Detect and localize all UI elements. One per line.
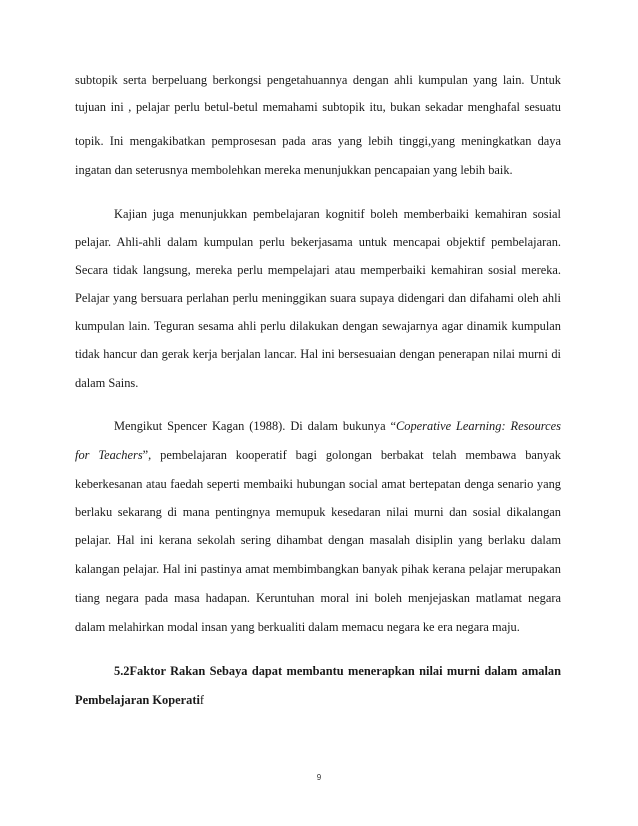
paragraph-2-line-2: pelajar. Ahli-ahli dalam kumpulan perlu bekerjasama untuk mencapai objektif pembelajaran. [75, 235, 561, 249]
page-number: 9 [316, 773, 322, 782]
paragraph-2-line-5: kumpulan lain. Teguran sesama ahli perlu dilakukan dengan sewajarnya agar dinamik kumpulan [75, 319, 561, 333]
paragraph-1-line-3: topik. Ini mengakibatkan pemprosesan pada aras yang lebih tinggi,yang meningkatkan daya [75, 134, 561, 148]
paragraph-1-line-1: subtopik serta berpeluang berkongsi pengetahuannya dengan ahli kumpulan yang lain. Untuk [75, 73, 561, 87]
section-heading-line-2 [75, 692, 561, 708]
paragraph-1-line-4: ingatan dan seterusnya membolehkan mereka menunjukkan pencapaian yang lebih baik. [75, 163, 513, 177]
paragraph-2-line-4: Pelajar yang bersuara perlahan perlu meninggikan suara supaya didengari dan difahami oleh ahli [75, 291, 561, 305]
section-heading-bold-text: Pembelajaran Koperati [75, 693, 200, 707]
paragraph-2-line-6: tidak hancur dan gerak kerja berjalan lancar. Hal ini bersesuaian dengan penerapan nilai murni di [75, 347, 561, 361]
book-title-part-2: for Teachers [75, 448, 143, 462]
book-title-part-1: Coperative Learning: Resources [396, 419, 561, 433]
paragraph-3-line-6: kalangan pelajar. Hal ini pastinya amat membimbangkan banyak pihak kerana pelajar merupakan [75, 562, 561, 576]
paragraph-3-line-4: berlaku sekarang di mana pentingnya memupuk kesedaran nilai murni dan sosial dikalangan [75, 505, 561, 519]
paragraph-3-line-1 [114, 418, 561, 434]
paragraph-2-line-3: Secara tidak langsung, mereka perlu mempelajari atau memperbaiki kemahiran sosial mereka. [75, 263, 561, 277]
paragraph-3-line-3: keberkesanan atau faedah seperti membaiki hubungan social amat bertepatan denga senario yang [75, 477, 561, 491]
paragraph-3-line-7: tiang negara pada masa hadapan. Keruntuhan moral ini boleh menjejaskan matlamat negara [75, 591, 561, 605]
paragraph-3-line-5: pelajar. Hal ini kerana sekolah sering dihambat dengan masalah disiplin yang berlaku dalam [75, 533, 561, 547]
paragraph-1-line-2: tujuan ini , pelajar perlu betul-betul memahami subtopik itu, bukan sekadar menghafal sesuatu [75, 100, 561, 114]
paragraph-3-line-8: dalam melahirkan modal insan yang berkualiti dalam memacu negara ke era negara maju. [75, 620, 520, 634]
paragraph-3-line-2-text: ”, pembelajaran kooperatif bagi golongan berbakat telah membawa banyak [142, 448, 561, 462]
section-heading-line-1: 5.2Faktor Rakan Sebaya dapat membantu menerapkan nilai murni dalam amalan [114, 664, 561, 678]
section-heading-trailing-letter: f [199, 693, 205, 707]
paragraph-2-line-7: dalam Sains. [75, 376, 139, 390]
paragraph-2-line-1: Kajian juga menunjukkan pembelajaran kognitif boleh memberbaiki kemahiran sosial [114, 207, 561, 221]
paragraph-3-line-1-text: Mengikut Spencer Kagan (1988). Di dalam bukunya “ [114, 419, 397, 433]
paragraph-3-line-2 [75, 447, 561, 463]
